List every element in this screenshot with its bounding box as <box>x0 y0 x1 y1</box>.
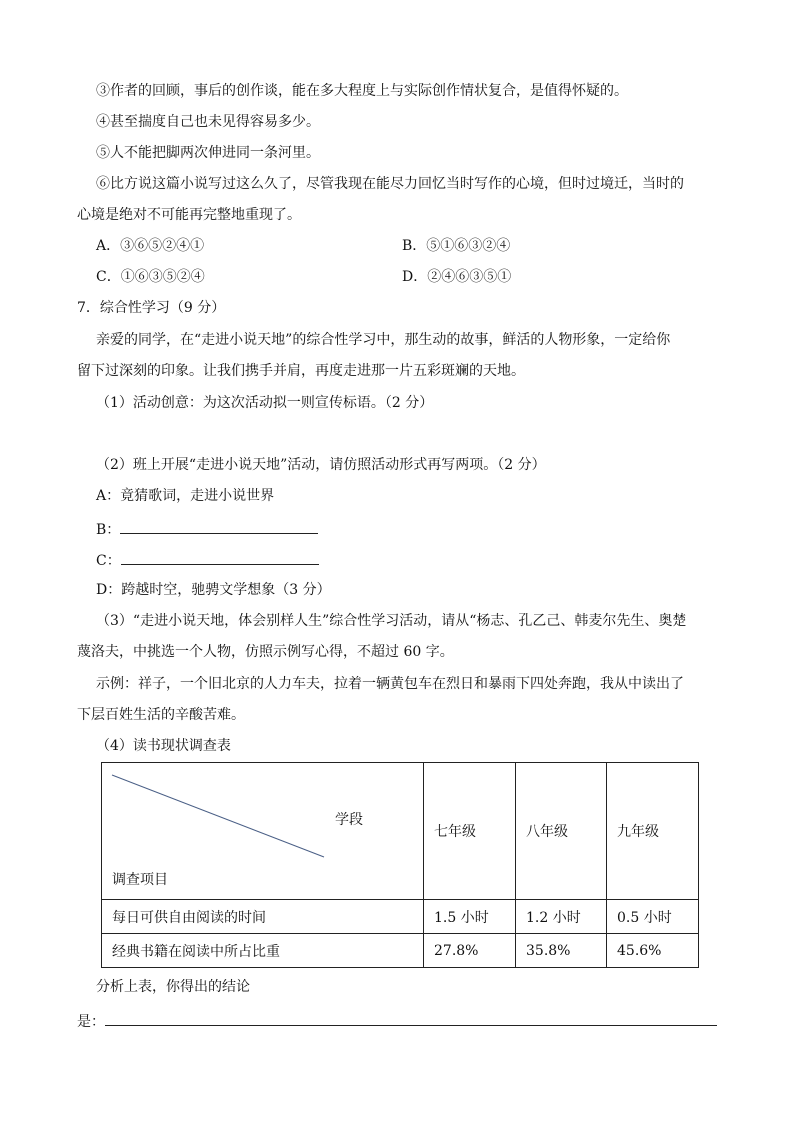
activity-item-b <box>96 517 318 540</box>
sentence-5: ⑤人不能把脚两次伸进同一条河里。 <box>96 145 320 161</box>
header-grade-label: 学段 <box>335 812 363 828</box>
choice-c[interactable]: C．①⑥③⑤②④ <box>96 269 205 285</box>
activity-item-c-blank[interactable] <box>121 548 319 565</box>
table-cell: 1.5 小时 <box>424 900 516 934</box>
table-row <box>102 900 699 934</box>
grade-7-header: 七年级 <box>424 763 516 900</box>
conclusion-answer-line <box>77 1009 717 1032</box>
activity-item-c <box>96 548 319 571</box>
q7-intro-line2: 留下过深刻的印象。让我们携手并肩，再度走进那一片五彩斑斓的天地。 <box>77 363 525 379</box>
q7-sub3-line1: （3）“走进小说天地，体会别样人生”综合性学习活动，请从“杨志、孔乙己、韩麦尔先生、奥楚 <box>96 613 687 629</box>
activity-item-d: D：跨越时空，驰骋文学想象（3 分） <box>96 582 331 598</box>
grade-9-header: 九年级 <box>607 763 699 900</box>
q7-intro-line1: 亲爱的同学，在“走进小说天地”的综合性学习中，那生动的故事，鲜活的人物形象，一定给你 <box>96 332 671 348</box>
table-cell: 27.8% <box>424 934 516 968</box>
sentence-6-continued: 心境是绝对不可能再完整地重现了。 <box>77 207 301 223</box>
choice-d[interactable]: D．②④⑥③⑤① <box>402 269 512 285</box>
diagonal-header-cell <box>102 763 424 900</box>
activity-item-b-blank[interactable] <box>120 517 318 534</box>
activity-item-b-label: B： <box>96 522 121 538</box>
table-row <box>102 934 699 968</box>
conclusion-prompt: 分析上表，你得出的结论 <box>96 979 250 995</box>
example-line1: 示例：祥子，一个旧北京的人力车夫，拉着一辆黄包车在烈日和暴雨下四处奔跑，我从中读出了 <box>96 676 684 692</box>
table-cell: 0.5 小时 <box>607 900 699 934</box>
q7-sub4: （4）读书现状调查表 <box>96 738 231 754</box>
conclusion-blank[interactable] <box>105 1009 717 1026</box>
activity-item-a: A：竟猜歌词，走进小说世界 <box>96 488 275 504</box>
row-label: 经典书籍在阅读中所占比重 <box>102 934 424 968</box>
q7-sub1: （1）活动创意：为这次活动拟一则宣传标语。（2 分） <box>96 395 434 411</box>
sentence-6: ⑥比方说这篇小说写过这么久了，尽管我现在能尽力回忆当时写作的心境，但时过境迁，当时的 <box>96 176 684 192</box>
table-header-row <box>102 763 699 900</box>
sentence-4: ④甚至揣度自己也未见得容易多少。 <box>96 114 320 130</box>
choice-b[interactable]: B．⑤①⑥③②④ <box>402 238 511 254</box>
table-cell: 35.8% <box>516 934 607 968</box>
q7-sub3-line2: 蔑洛夫，中挑选一个人物，仿照示例写心得，不超过 60 字。 <box>77 644 454 660</box>
table-cell: 1.2 小时 <box>516 900 607 934</box>
conclusion-label: 是： <box>77 1014 105 1030</box>
q7-sub2: （2）班上开展“走进小说天地”活动，请仿照活动形式再写两项。（2 分） <box>96 457 546 473</box>
grade-8-header: 八年级 <box>516 763 607 900</box>
example-line2: 下层百姓生活的辛酸苦难。 <box>77 707 245 723</box>
row-label: 每日可供自由阅读的时间 <box>102 900 424 934</box>
sentence-3: ③作者的回顾，事后的创作谈，能在多大程度上与实际创作情状复合，是值得怀疑的。 <box>96 83 628 99</box>
table-cell: 45.6% <box>607 934 699 968</box>
reading-survey-table <box>101 762 699 968</box>
question-7-title: 7．综合性学习（9 分） <box>77 300 226 316</box>
activity-item-c-label: C： <box>96 553 121 569</box>
choice-a[interactable]: A．③⑥⑤②④① <box>96 238 205 254</box>
header-item-label: 调查项目 <box>112 872 168 888</box>
